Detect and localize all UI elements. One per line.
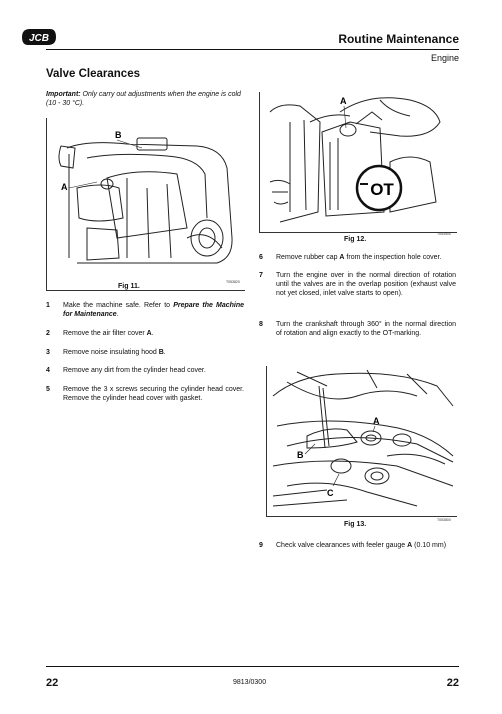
step-text: Check valve clearances with feeler gauge A (0.10 mm) <box>276 542 447 549</box>
step-number: 1 <box>46 302 50 309</box>
step-number: 4 <box>46 367 50 374</box>
step-1 <box>46 301 244 321</box>
step-8 <box>259 320 456 350</box>
page-number-right: 22 <box>446 677 459 689</box>
step-text: Remove noise insulating hood B. <box>63 349 166 356</box>
jcb-logo <box>20 27 58 47</box>
step-text: Remove the 3 x screws securing the cylinder head cover. Remove the cylinder head cover with gasket. <box>63 386 244 402</box>
step-6 <box>259 253 456 263</box>
figure-11-illustration <box>47 118 245 270</box>
fig12-label-a: A <box>340 96 347 106</box>
fig11-code: T053820 <box>226 280 240 284</box>
step-number: 5 <box>46 386 50 393</box>
step-number: 9 <box>259 542 263 549</box>
figure-12-illustration <box>260 92 457 232</box>
important-text: Only carry out adjustments when the engine is cold (10 - 30 °C). <box>46 91 241 107</box>
header-title: Routine Maintenance <box>338 32 459 46</box>
step-7 <box>259 271 456 309</box>
fig13-label-c: C <box>327 488 334 498</box>
important-label: Important: <box>46 91 81 98</box>
step-text: Turn the crankshaft through 360° in the normal direction of rotation and align exactly to the OT-marking. <box>276 321 456 337</box>
figure-13-illustration <box>267 366 457 516</box>
important-note <box>46 90 246 108</box>
step-number: 2 <box>46 330 50 337</box>
header-rule <box>46 49 459 50</box>
step-9 <box>259 541 456 561</box>
step-text: Turn the engine over in the normal direction of rotation until the valves are in the overlap position (exhaust valve not yet closed, inlet valve starts to open). <box>276 272 456 297</box>
step-5 <box>46 385 244 405</box>
fig13-label-b: B <box>297 450 304 460</box>
step-3 <box>46 348 244 358</box>
step-4 <box>46 366 244 376</box>
fig13-code: T053800 <box>437 518 451 522</box>
header-subtitle: Engine <box>430 53 459 63</box>
document-code: 9813/0300 <box>233 679 267 686</box>
footer-rule <box>46 666 459 667</box>
page-number-left: 22 <box>46 677 59 689</box>
step-number: 6 <box>259 254 263 261</box>
step-number: 8 <box>259 321 263 328</box>
logo-text: JCB <box>28 33 50 44</box>
figure-13 <box>266 366 457 517</box>
step-text: Remove rubber cap A from the inspection hole cover. <box>276 254 442 261</box>
figure-12 <box>259 92 457 233</box>
fig11-label-a: A <box>61 182 68 192</box>
step-text: Make the machine safe. Refer to Prepare the Machine for Maintenance. <box>63 302 245 318</box>
step-number: 7 <box>259 272 263 279</box>
fig12-caption: Fig 12. <box>344 236 367 243</box>
fig13-caption: Fig 13. <box>344 521 367 528</box>
step-2 <box>46 329 244 339</box>
fig11-caption: Fig 11. <box>118 283 140 290</box>
figure-11 <box>46 118 245 291</box>
step-text: Remove the air filter cover A. <box>63 330 154 337</box>
step-number: 3 <box>46 349 50 356</box>
fig11-label-b: B <box>115 130 122 140</box>
fig13-label-a: A <box>373 416 380 426</box>
section-title: Valve Clearances <box>46 68 140 80</box>
fig12-label-ot: OT <box>370 180 394 199</box>
fig12-code: T053900 <box>437 232 451 236</box>
step-text: Remove any dirt from the cylinder head cover. <box>63 367 206 374</box>
